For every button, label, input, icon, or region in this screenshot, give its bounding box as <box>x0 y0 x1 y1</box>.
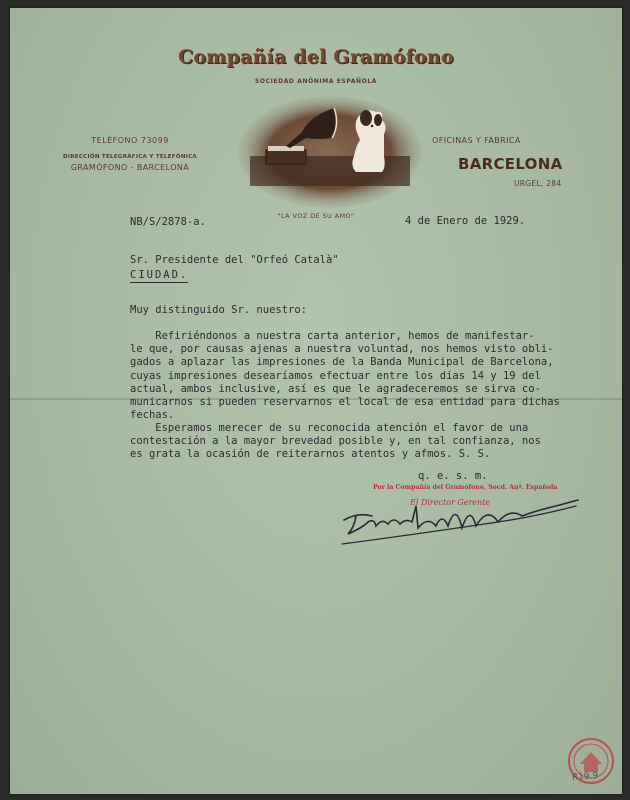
closing: q. e. s. m. <box>418 470 488 482</box>
body-paragraph-2 <box>130 422 630 462</box>
paragraph-line: gados a aplazar las impresiones de la Banda Municipal de Barcelona, <box>130 356 554 369</box>
paragraph-line: contestación a la mayor brevedad posible y, en tal confianza, nos <box>130 435 541 448</box>
paragraph-line: le que, por causas ajenas a nuestra voluntad, nos hemos visto obli- <box>130 343 554 356</box>
recipient-line2: CIUDAD. <box>130 269 189 281</box>
body-paragraph-1 <box>130 330 630 422</box>
paragraph-line: Esperamos merecer de su reconocida atención el favor de una <box>130 422 529 434</box>
dog-and-gramophone-icon <box>238 96 422 208</box>
paragraph-line: actual, ambos inclusive, así es que le agradeceremos se sirva co- <box>130 382 541 395</box>
company-type: SOCIEDAD ANÓNIMA ESPAÑOLA <box>254 78 378 85</box>
company-name: Compañía del Gramófono <box>178 46 454 68</box>
city: BARCELONA <box>458 155 563 173</box>
signature <box>338 482 588 552</box>
paragraph-line: cuyas impresiones desearíamos efectuar entre los días 14 y 19 del <box>130 369 541 382</box>
paragraph-line: Refiriéndonos a nuestra carta anterior, hemos de manifestar- <box>130 330 535 342</box>
street: URGEL, 284 <box>514 179 562 188</box>
paragraph-line: municarnos si pueden reservarnos el local de esa entidad para dichas <box>130 396 560 409</box>
office-block <box>430 136 600 188</box>
letter-date: 4 de Enero de 1929. <box>405 215 526 227</box>
recipient-line1: Sr. Presidente del "Orfeó Català" <box>130 254 339 266</box>
telegraph-address: GRAMÓFONO - BARCELONA <box>70 163 190 172</box>
paragraph-line: es grata la ocasión de reiterarnos atentos y afmos. S. S. <box>130 448 491 461</box>
offices-label: OFICINAS Y FÁBRICA <box>432 136 521 145</box>
pencil-mark: R19.9 <box>571 771 599 783</box>
company-stamp: Por la Compañía del Gramófono, Socd. Anª. Española <box>373 484 558 491</box>
telephone: TELÉFONO 73099 <box>91 136 169 145</box>
letter-sheet <box>10 8 622 794</box>
paragraph-line: fechas. <box>130 409 175 422</box>
reference-number: NB/S/2878-a. <box>130 216 206 228</box>
contact-block <box>40 136 220 172</box>
motto: "LA VOZ DE SU AMO" <box>277 212 355 220</box>
telegraph-label: DIRECCIÓN TELEGRÁFICA Y TELEFÓNICA <box>63 154 197 160</box>
director-stamp: El Director Gerente <box>410 498 491 507</box>
salutation: Muy distinguido Sr. nuestro: <box>130 304 308 316</box>
